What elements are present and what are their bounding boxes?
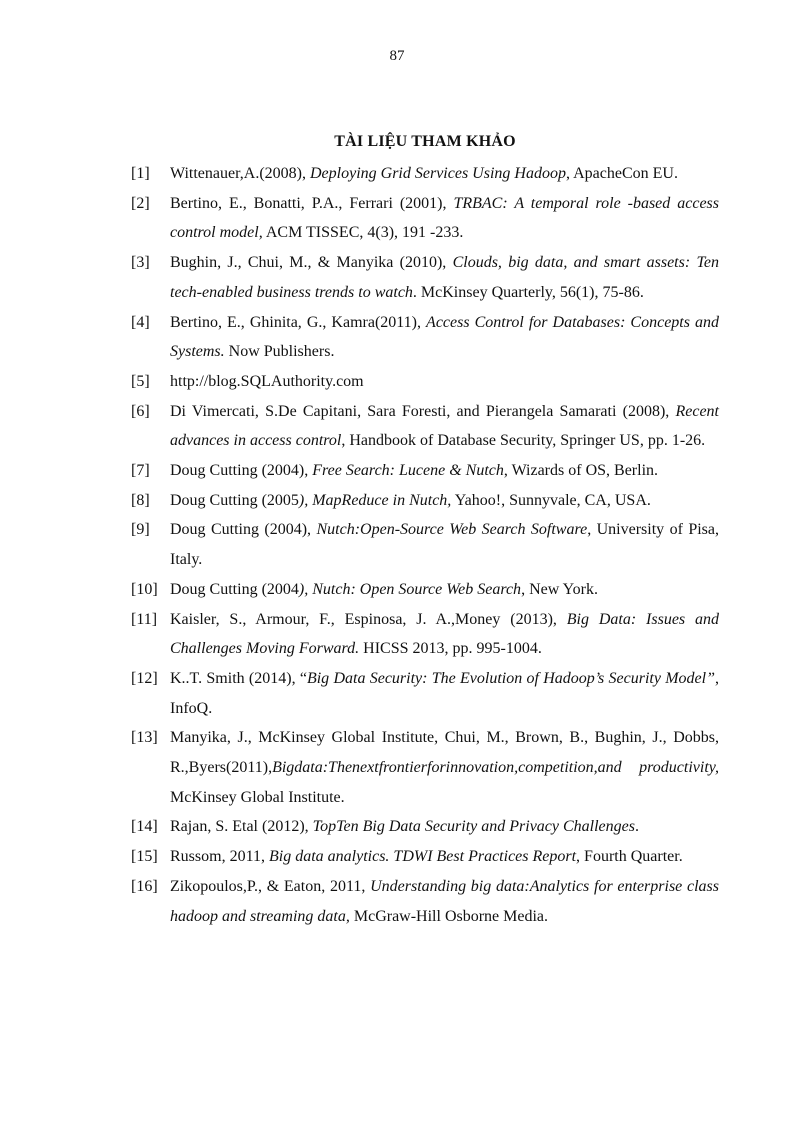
reference-number: [11] [131, 610, 158, 628]
reference-authors: K..T. Smith (2014), “ [170, 669, 307, 687]
reference-title: TopTen Big Data Security and Privacy Challenges [312, 818, 635, 836]
reference-title: ), Nutch: Open Source Web Search [298, 580, 522, 598]
reference-text [170, 575, 719, 605]
reference-item [131, 515, 719, 574]
reference-item [131, 189, 719, 248]
reference-number: [12] [131, 669, 158, 687]
reference-authors: Bughin, J., Chui, M., & Manyika (2010), [170, 254, 453, 272]
reference-text [170, 486, 719, 516]
reference-text [170, 664, 719, 723]
reference-item [131, 723, 719, 812]
reference-title: ), MapReduce in Nutch, [298, 491, 452, 509]
reference-title: Big data analytics. TDWI Best Practices Report [268, 848, 577, 866]
reference-number: [7] [131, 462, 150, 480]
reference-item [131, 159, 719, 189]
reference-authors: Zikopoulos,P., & Eaton, 2011, [170, 877, 371, 895]
reference-item [131, 456, 719, 486]
reference-authors: Russom, 2011, [170, 848, 269, 866]
reference-authors: Wittenauer,A.(2008), [170, 165, 310, 182]
reference-source: , Handbook of Database Security, Springer US, pp. 1-26. [341, 432, 706, 450]
page-number: 87 [389, 48, 405, 64]
reference-title: TRBAC: A temporal role -based access control model, [170, 194, 719, 242]
reference-text [170, 308, 719, 367]
reference-title: Clouds, big data, and smart assets: Ten tech-enabled business trends to watch [170, 254, 719, 301]
reference-number: [6] [131, 402, 150, 420]
reference-source: Now Publishers. [224, 343, 335, 361]
reference-item [131, 664, 719, 723]
reference-item [131, 872, 719, 931]
reference-item [131, 486, 719, 516]
reference-source: , New York. [521, 580, 598, 598]
reference-authors: Doug Cutting (2005 [170, 491, 299, 509]
reference-title: Access Control for Databases: Concepts and Systems. [170, 313, 720, 361]
reference-text [170, 872, 719, 931]
reference-number: [16] [131, 877, 158, 895]
reference-title: Understanding big data:Analytics for enterprise class hadoop and streaming data, [170, 877, 719, 925]
reference-source: HICSS 2013, pp. 995-1004. [359, 640, 542, 658]
reference-authors: Bertino, E., Bonatti, P.A., Ferrari (2001), [170, 194, 454, 212]
reference-authors: Doug Cutting (2004), [170, 521, 317, 539]
reference-item [131, 575, 719, 605]
reference-item [131, 842, 719, 872]
reference-source: ACM TISSEC, 4(3), 191 -233. [262, 224, 464, 242]
reference-title: Big Data: Issues and Challenges Moving Forward. [170, 610, 720, 658]
reference-source: , ApacheCon EU. [565, 165, 678, 182]
reference-number: [5] [131, 372, 150, 390]
reference-text [170, 189, 719, 248]
reference-text [170, 159, 719, 189]
reference-authors: Manyika, J., McKinsey Global Institute, Chui, M., Brown, B., Bughin, J., Dobbs, R.,Byers(2011), [170, 729, 719, 777]
reference-text [170, 456, 719, 486]
reference-item [131, 605, 719, 664]
reference-source: , Wizards of OS, Berlin. [503, 462, 659, 480]
reference-text [170, 367, 719, 397]
reference-list [131, 159, 719, 931]
reference-authors: Doug Cutting (2004 [170, 580, 299, 598]
reference-item [131, 367, 719, 397]
reference-title: Nutch:Open-Source Web Search Software [316, 521, 588, 539]
reference-number: [14] [131, 818, 158, 836]
reference-authors: Rajan, S. Etal (2012), [170, 818, 313, 836]
reference-text [170, 605, 719, 664]
reference-number: [2] [131, 194, 150, 212]
reference-text [170, 842, 719, 872]
reference-authors: Doug Cutting (2004), [170, 462, 313, 480]
reference-text [170, 812, 719, 842]
reference-number: [10] [131, 580, 158, 598]
reference-source: , InfoQ. [170, 669, 719, 717]
reference-number: [3] [131, 254, 150, 272]
reference-source: McKinsey Global Institute. [170, 788, 345, 806]
reference-authors: Kaisler, S., Armour, F., Espinosa, J. A.,Money (2013), [170, 610, 567, 628]
reference-number: [8] [131, 491, 150, 509]
reference-title: Free Search: Lucene & Nutch [312, 462, 504, 480]
reference-title: Deploying Grid Services Using Hadoop [310, 165, 566, 182]
references-heading: TÀI LIỆU THAM KHẢO [334, 133, 516, 150]
reference-item [131, 248, 719, 307]
reference-item [131, 812, 719, 842]
reference-title: Big Data Security: The Evolution of Hadoop’s Security Model” [306, 669, 715, 687]
reference-source: , Fourth Quarter. [576, 848, 683, 866]
reference-number: [9] [131, 521, 150, 539]
reference-title: Bigdata:Thenextfrontierforinnovation,competition,and productivity, [272, 759, 719, 777]
reference-url: http://blog.SQLAuthority.com [170, 372, 364, 390]
reference-title: Recent advances in access control [170, 402, 719, 450]
reference-source: , University of Pisa, Italy. [170, 521, 720, 569]
reference-source: McGraw-Hill Osborne Media. [349, 907, 549, 925]
reference-authors: Bertino, E., Ghinita, G., Kamra(2011), [170, 313, 427, 331]
reference-number: [15] [131, 848, 158, 866]
reference-source: . McKinsey Quarterly, 56(1), 75-86. [412, 283, 644, 301]
reference-text [170, 397, 719, 456]
reference-text [170, 723, 719, 812]
reference-number: [13] [131, 729, 158, 747]
reference-text [170, 248, 719, 307]
reference-text [170, 515, 719, 574]
reference-authors: Di Vimercati, S.De Capitani, Sara Foresti, and Pierangela Samarati (2008), [170, 402, 676, 420]
reference-source: . [634, 818, 639, 836]
reference-item [131, 308, 719, 367]
reference-number: [4] [131, 313, 150, 331]
reference-item [131, 397, 719, 456]
reference-source: Yahoo!, Sunnyvale, CA, USA. [451, 491, 651, 509]
reference-number: [1] [131, 165, 150, 182]
